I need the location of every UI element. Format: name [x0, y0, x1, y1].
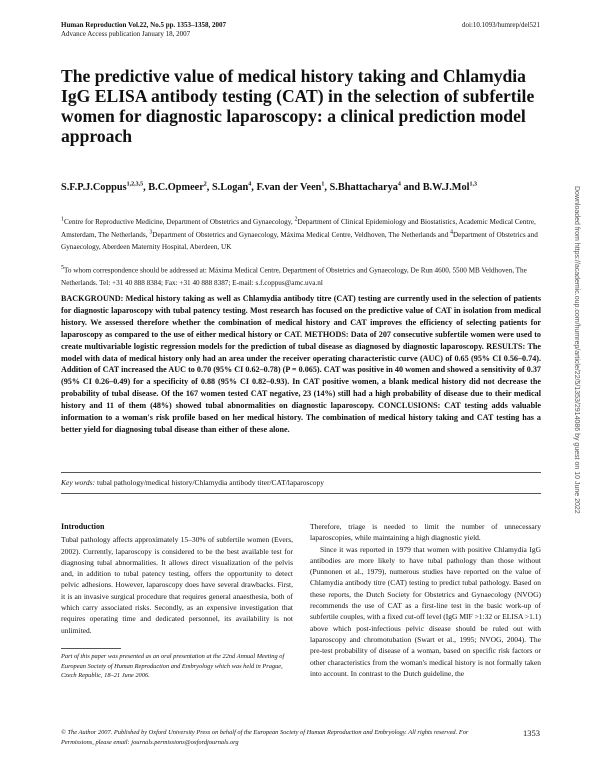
author-name: B.C.Opmeer	[148, 182, 204, 193]
article-title: The predictive value of medical history taking and Chlamydia IgG ELISA antibody testing (CAT) in the selection of subfertile women for diagnostic laparoscopy: a clinical prediction model approach	[61, 66, 535, 146]
affiliation-text: Department of Obstetrics and Gynaecology, Aberdeen Maternity Hospital, Aberdeen, UK	[61, 230, 538, 251]
affiliation-text: Department of Clinical Epidemiology and Biostatistics, Academic Medical Centre, Amsterdam, The Netherlands,	[61, 218, 536, 239]
affiliation-marker: 1	[61, 216, 64, 223]
author-affiliation-marker: 4	[397, 181, 401, 188]
page-number: 1353	[523, 728, 540, 738]
body-paragraph: Therefore, triage is needed to limit the number of unnecessary laparoscopies, while maintaining a high diagnostic yield.	[310, 522, 541, 543]
footnote: Part of this paper was presented as an oral presentation at the 22nd Annual Meeting of European Society of Human Reproduction and Embryology which was held in Prague, Czech Republic, 18–21 June 2006.	[61, 653, 285, 679]
left-column	[61, 521, 293, 636]
author-affiliation-marker: 1,3	[469, 181, 478, 188]
journal-citation: Human Reproduction Vol.22, No.5 pp. 1353–1358, 2007	[61, 21, 226, 29]
abstract: BACKGROUND: Medical history taking as well as Chlamydia antibody titre (CAT) testing are currently used in the selection of patients for diagnostic laparoscopy with tubal patency testing. Most research has focused on the predictive value of CAT in isolation from medical history. We assessed therefore whether the combination of medical history and CAT improves the efficiency of selecting patients for laparoscopy as compared to the use of either medical history or CAT. METHODS: Data of 207 consecutive subfertile women were used to create multivariable logistic regression models for the prediction of tubal disease as diagnosed by diagnostic laparoscopy. RESULTS: The model with data of medical history only had an area under the receiver operating characteristic curve (AUC) of 0.65 (95% CI 0.56–0.74). Addition of CAT increased the AUC to 0.70 (95% CI 0.62–0.78) (P = 0.065). CAT was positive in 40 women and showed a sensitivity of 0.37 (95% CI 0.26–0.49) for a specificity of 0.88 (95% CI 0.82–0.93). In CAT positive women, a blank medical history did not decrease the probability of tubal disease. Of the 167 women tested CAT negative, 23 (14%) still had a high probability of disease due to their medical history and 11 of them (48%) showed tubal abnormalities on diagnostic laparoscopy. CONCLUSIONS: CAT testing adds valuable information to a woman's risk profile based on her medical history. The combination of medical history taking and CAT testing has a better yield for diagnosing tubal disease than either of these alone.	[61, 294, 541, 434]
body-paragraph: Since it was reported in 1979 that women with positive Chlamydia IgG antibodies are more likely to have tubal pathology than those without (Punnonen et al., 1979), numerous studies have reported on the value of Chlamydia antibody titre (CAT) testing to predict tubal pathology. Based on these reports, the Dutch Society for Obstetrics and Gynaecology (NVOG) recommends the use of CAT as a first-line test in the basic work-up of subfertile couples, with a fixed cut-off level (IgG MIF >1:32 or ELISA >1.1) above which post-infectious pelvic disease should be ruled out with laparoscopy and chromotubation (Swart et al., 1995; NVOG, 2004). The pre-test probability of disease of a woman, based on specific risk factors or other characteristics from the woman's medical history is not formally taken into account. In contrast to the Dutch guideline, the	[310, 544, 541, 678]
author-name: S.Bhattacharya	[329, 182, 398, 193]
author-conjunction: and	[403, 182, 421, 193]
author-affiliation-marker: 1	[321, 181, 325, 188]
copyright-notice: © The Author 2007. Published by Oxford University Press on behalf of the European Society of Human Reproduction and Embryology. All rights reserved. For Permissions, please email: journals.permissions@oxfordjournals.org	[61, 729, 469, 746]
author-affiliation-marker: 2	[203, 181, 207, 188]
keywords	[61, 478, 541, 488]
affiliation-text: Department of Obstetrics and Gynaecology, Máxima Medical Centre, Veldhoven, The Netherlands and	[152, 230, 450, 239]
affiliation-marker: 3	[149, 229, 153, 236]
intro-paragraph: Tubal pathology affects approximately 15–30% of subfertile women (Evers, 2002). Currently, laparoscopy is considered to be the best available test for diagnosing tubal abnormalities. It allows direct visualization of the pelvis and, in addition to tubal patency testing, offers the opportunity to detect pelvic adhesions. However, laparoscopy does have several drawbacks. First, it is an invasive surgical procedure that requires general anaesthesia, both of which carry associated risks. Secondly, as an expensive investigation that requires operating time and dedicated personnel, its availability is not unlimited.	[61, 535, 293, 635]
correspondence-address	[61, 262, 541, 289]
author-name: S.F.P.J.Coppus	[61, 182, 127, 193]
keywords-top-rule	[61, 472, 541, 473]
author-affiliation-marker: 4	[248, 181, 252, 188]
author-affiliation-marker: 1,2,3,5	[126, 181, 144, 188]
right-column	[310, 521, 541, 679]
affiliation-marker: 2	[294, 216, 298, 223]
correspondence-marker: 5	[61, 265, 64, 271]
affiliations	[61, 216, 541, 254]
affiliation-marker: 4	[449, 229, 453, 236]
advance-access-note: Advance Access publication January 18, 2007	[61, 30, 191, 38]
running-header	[61, 21, 540, 39]
download-watermark: Downloaded from https://academic.oup.com/humrep/article/22/5/1353/2914086 by guest on 10 June 2022	[573, 186, 580, 514]
author-list: S.F.P.J.Coppus$^{1,2,3,5}$, B.C.Opmeer$^2$, S.Logan$^4$, F.van der Veen$^1$, S.Bhattacharya$^4$ and B.W.J.Mol$^{1,3}$	[61, 181, 478, 193]
affiliation-text: Centre for Reproductive Medicine, Department of Obstetrics and Gynaecology,	[64, 218, 295, 226]
section-heading-introduction: Introduction	[61, 522, 105, 531]
author-name: F.van der Veen	[256, 182, 322, 193]
doi-link[interactable]: doi:10.1093/humrep/del521	[462, 21, 540, 29]
footnote-rule	[61, 648, 121, 649]
keywords-bottom-rule	[61, 493, 541, 494]
author-name: B.W.J.Mol	[422, 182, 470, 193]
keywords-label: Key words:	[61, 478, 96, 487]
author-name: S.Logan	[211, 182, 249, 193]
keywords-text: tubal pathology/medical history/Chlamydia antibody titer/CAT/laparoscopy	[96, 478, 325, 487]
correspondence-text: To whom correspondence should be addressed at: Máxima Medical Centre, Department of Obstetrics and Gynaecology, De Run 4600, 5500 MB Veldhoven, The Netherlands. Tel: +31 40 888 8384; Fax: +31 40 888 8387; E-mail: s.f.coppus@amc.uva.nl	[61, 266, 527, 287]
